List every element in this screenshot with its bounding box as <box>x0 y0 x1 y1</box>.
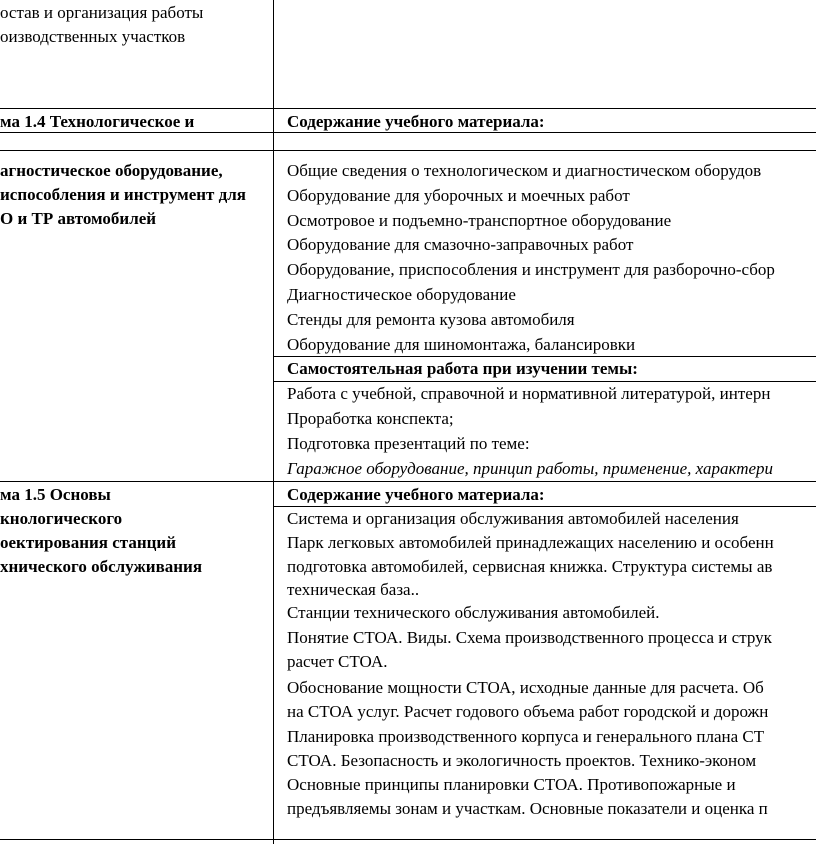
topic-1-5-title: оектирования станций <box>0 533 177 552</box>
topic-1-4-title-cont: агностическое оборудование, <box>0 161 223 180</box>
content-item: СТОА. Безопасность и экологичность проектов. Технико-эконом <box>287 751 757 770</box>
row-divider <box>274 381 816 382</box>
content-item: Понятие СТОА. Виды. Схема производственного процесса и струк <box>287 628 772 647</box>
content-item: Основные принципы планировки СТОА. Противопожарные и <box>287 775 736 794</box>
row-divider <box>274 356 816 357</box>
row-divider <box>0 150 816 151</box>
content-item: подготовка автомобилей, сервисная книжка. Структура системы ав <box>287 557 773 576</box>
row-divider <box>0 108 816 109</box>
content-item: предъявляемы зонам и участкам. Основные показатели и оценка п <box>287 799 768 818</box>
content-item: техническая база.. <box>287 580 420 599</box>
content-item: Обоснование мощности СТОА, исходные данные для расчета. Об <box>287 678 764 697</box>
self-study-item: Работа с учебной, справочной и нормативной литературой, интерн <box>287 384 771 403</box>
self-study-topic: Гаражное оборудование, принцип работы, применение, характери <box>287 459 774 478</box>
self-study-item: Подготовка презентаций по теме: <box>287 434 530 453</box>
row1-left-line: оизводственных участков <box>0 27 186 46</box>
row-divider <box>0 481 816 482</box>
topic-1-5-title: кнологического <box>0 509 123 528</box>
topic-1-4-title: ма 1.4 Технологическое и <box>0 112 195 131</box>
content-item: Оборудование для уборочных и моечных работ <box>287 186 630 205</box>
content-item: Общие сведения о технологическом и диагностическом оборудов <box>287 161 762 180</box>
content-item: Оборудование, приспособления и инструмент для разборочно-сбор <box>287 260 775 279</box>
topic-1-4-title-cont: испособления и инструмент для <box>0 185 246 204</box>
content-item: расчет СТОА. <box>287 652 388 671</box>
content-item: Парк легковых автомобилей принадлежащих населению и особенн <box>287 533 774 552</box>
topic-1-5-title: ма 1.5 Основы <box>0 485 111 504</box>
table-bottom-border <box>0 839 816 840</box>
content-item: Осмотровое и подъемно-транспортное оборудование <box>287 211 672 230</box>
topic-1-4-title-cont: О и ТР автомобилей <box>0 209 157 228</box>
row1-left-line: остав и организация работы <box>0 3 204 22</box>
self-study-item: Проработка конспекта; <box>287 409 454 428</box>
content-item: Диагностическое оборудование <box>287 285 516 304</box>
content-item: Оборудование для шиномонтажа, балансировки <box>287 335 636 354</box>
row-divider <box>274 506 816 507</box>
content-item: на СТОА услуг. Расчет годового объема работ городской и дорожн <box>287 702 769 721</box>
column-divider <box>273 0 274 844</box>
row-divider <box>0 132 816 133</box>
content-heading: Содержание учебного материала: <box>287 485 545 504</box>
topic-1-5-title: хнического обслуживания <box>0 557 203 576</box>
content-item: Станции технического обслуживания автомобилей. <box>287 603 660 622</box>
self-study-heading: Самостоятельная работа при изучении темы: <box>287 359 638 378</box>
content-item: Планировка производственного корпуса и генерального плана СТ <box>287 727 765 746</box>
content-item: Система и организация обслуживания автомобилей населения <box>287 509 739 528</box>
content-item: Стенды для ремонта кузова автомобиля <box>287 310 575 329</box>
content-item: Оборудование для смазочно-заправочных работ <box>287 235 634 254</box>
content-heading: Содержание учебного материала: <box>287 112 545 131</box>
